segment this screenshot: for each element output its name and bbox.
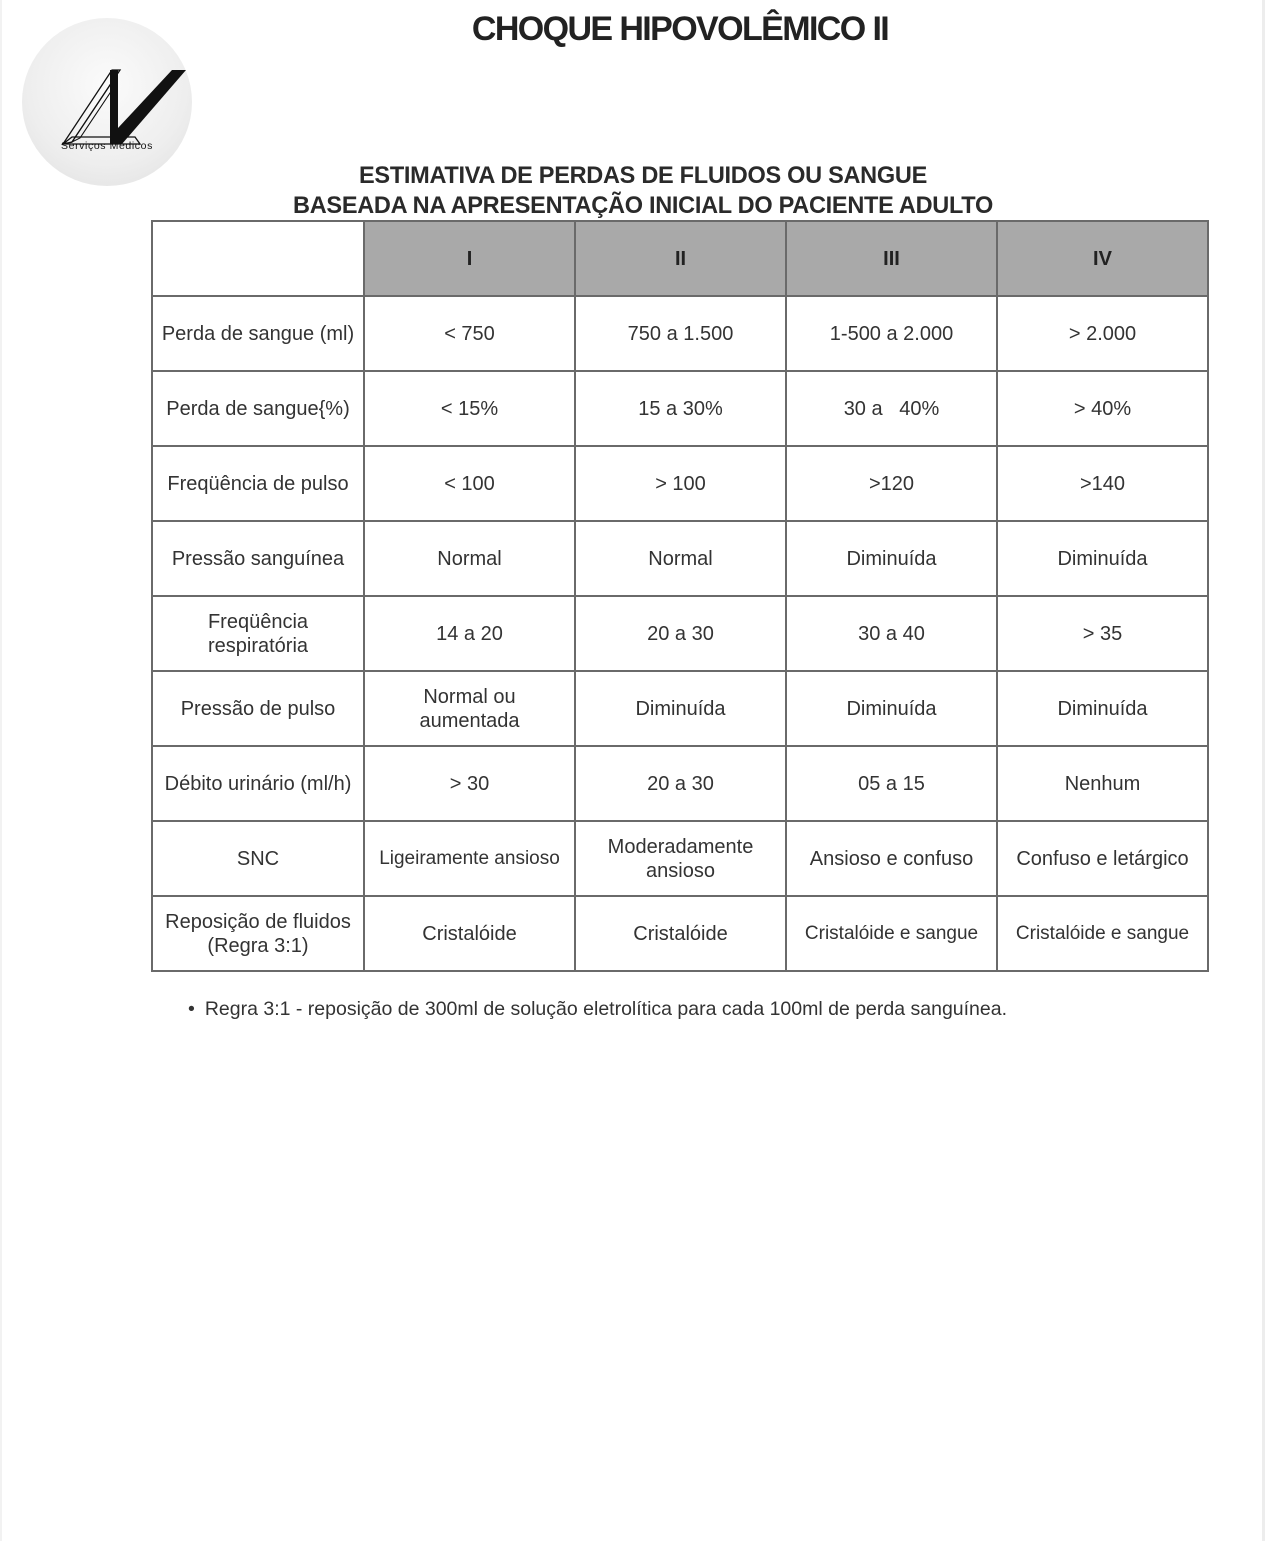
table-cell: 1-500 a 2.000 xyxy=(786,296,997,371)
table-cell: > 35 xyxy=(997,596,1208,671)
table-cell: Moderadamente ansioso xyxy=(575,821,786,896)
table-header-row xyxy=(152,221,1208,296)
row-label: Perda de sangue{%) xyxy=(152,371,364,446)
row-label: SNC xyxy=(152,821,364,896)
table-cell: Nenhum xyxy=(997,746,1208,821)
table-cell: 14 a 20 xyxy=(364,596,575,671)
table-row xyxy=(152,896,1208,971)
table-cell: Normal ou aumentada xyxy=(364,671,575,746)
table-cell: Diminuída xyxy=(786,521,997,596)
table-cell: Cristalóide xyxy=(575,896,786,971)
table-cell: < 100 xyxy=(364,446,575,521)
table-cell: 30 a 40% xyxy=(786,371,997,446)
table-row xyxy=(152,371,1208,446)
table-cell: Cristalóide xyxy=(364,896,575,971)
row-label: Débito urinário (ml/h) xyxy=(152,746,364,821)
table-cell: 30 a 40 xyxy=(786,596,997,671)
row-label: Perda de sangue (ml) xyxy=(152,296,364,371)
table-cell: Ansioso e confuso xyxy=(786,821,997,896)
header-class-iii: III xyxy=(786,221,997,296)
table-cell: >120 xyxy=(786,446,997,521)
table-cell: Diminuída xyxy=(997,671,1208,746)
table-cell: Diminuída xyxy=(786,671,997,746)
table-row xyxy=(152,296,1208,371)
table-cell: Ligeiramente ansioso xyxy=(364,821,575,896)
table-cell: > 40% xyxy=(997,371,1208,446)
header-class-i: I xyxy=(364,221,575,296)
table-row xyxy=(152,596,1208,671)
table-cell: 20 a 30 xyxy=(575,746,786,821)
table-cell: Normal xyxy=(575,521,786,596)
header-class-iv: IV xyxy=(997,221,1208,296)
table-cell: Cristalóide e sangue xyxy=(997,896,1208,971)
logo-brand-text: Serviços Médicos xyxy=(61,140,153,152)
table-cell: Confuso e letárgico xyxy=(997,821,1208,896)
table-cell: Diminuída xyxy=(575,671,786,746)
table-cell: Normal xyxy=(364,521,575,596)
table-cell: Diminuída xyxy=(997,521,1208,596)
table-row xyxy=(152,671,1208,746)
table-cell: > 100 xyxy=(575,446,786,521)
footnote xyxy=(188,998,1007,1021)
table-cell: < 750 xyxy=(364,296,575,371)
table-cell: >140 xyxy=(997,446,1208,521)
table-row xyxy=(152,821,1208,896)
table-cell: 750 a 1.500 xyxy=(575,296,786,371)
header-class-ii: II xyxy=(575,221,786,296)
page-left-edge xyxy=(0,0,2,1541)
table-cell: > 2.000 xyxy=(997,296,1208,371)
table-cell: > 30 xyxy=(364,746,575,821)
row-label: Pressão de pulso xyxy=(152,671,364,746)
table-cell: Cristalóide e sangue xyxy=(786,896,997,971)
table-cell: < 15% xyxy=(364,371,575,446)
row-label: Pressão sanguínea xyxy=(152,521,364,596)
row-label: Freqüência respiratória xyxy=(152,596,364,671)
page-title: CHOQUE HIPOVOLÊMICO II xyxy=(471,10,889,48)
row-label: Freqüência de pulso xyxy=(152,446,364,521)
table-title-line-1: ESTIMATIVA DE PERDAS DE FLUIDOS OU SANGUE xyxy=(359,162,927,189)
footnote-text: Regra 3:1 - reposição de 300ml de solução eletrolítica para cada 100ml de perda sanguínea. xyxy=(204,998,1008,1020)
table-row xyxy=(152,521,1208,596)
table-row xyxy=(152,746,1208,821)
fluid-loss-table xyxy=(151,220,1209,972)
table-cell: 15 a 30% xyxy=(575,371,786,446)
table-row xyxy=(152,446,1208,521)
bullet-icon: • xyxy=(188,998,195,1020)
table-title-line-2: BASEADA NA APRESENTAÇÃO INICIAL DO PACIENTE ADULTO xyxy=(293,192,993,219)
table-cell: 20 a 30 xyxy=(575,596,786,671)
row-label: Reposição de fluidos (Regra 3:1) xyxy=(152,896,364,971)
table-cell: 05 a 15 xyxy=(786,746,997,821)
header-blank-cell xyxy=(152,221,364,296)
